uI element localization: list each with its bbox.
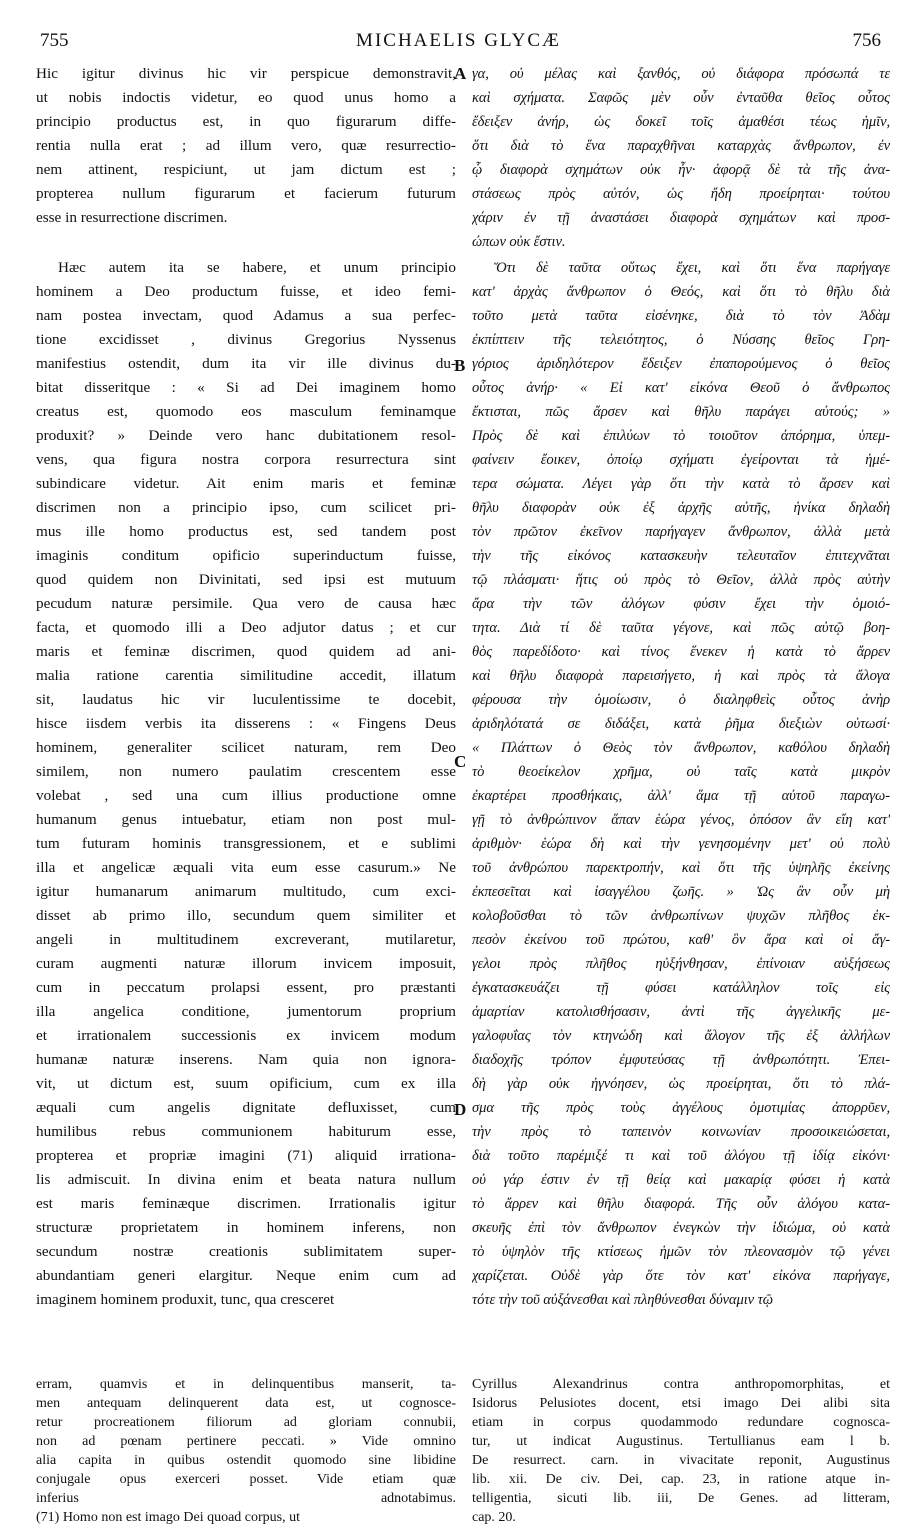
text-line: De resurrect. carn. in vivacitate reponit, Augustinus — [472, 1453, 890, 1468]
text-line: ἀριθμὸν· ἑώρα δὴ καὶ τὴν γενησομένην μετ' οὐ πολὺ — [472, 836, 890, 852]
footnote-right-text — [472, 1375, 890, 1527]
latin-paragraph-1 — [36, 62, 456, 230]
text-line: κολοβοῦσθαι τὸ τῶν ἀνθρωπίνων ψυχῶν πλῆθος ἐκ- — [472, 908, 890, 924]
latin-column-continued — [36, 256, 456, 1312]
text-line: τοῦ ἀνθρώπου παρεκτροπήν, καὶ ὅτι τῆς ὑψηλῆς ἐκείνης — [472, 860, 890, 876]
greek-column-continued — [472, 256, 890, 1312]
text-line: nem attinent, respiciunt, ut jam dictum est ; — [36, 161, 456, 178]
text-line: γῇ τὸ ἀνθρώπινον ἅπαν ἑώρα γένος, ὀπόσον ἂν εἴη κατ' — [472, 812, 890, 828]
text-line: angeli in multitudinem excreverant, mutilaretur, — [36, 931, 456, 948]
text-line: τὸ θεοείκελον χρῆμα, οὐ ταῖς κατὰ μικρὸν — [472, 764, 890, 780]
text-line: καὶ σχήματα. Σαφῶς μὲν οὖν ἐνταῦθα θεῖος οὗτος — [472, 90, 890, 106]
footnote-left-text — [36, 1375, 456, 1527]
text-line: discrimen non a principio ipso, cum scilicet pri- — [36, 499, 456, 516]
right-page-number: 756 — [852, 30, 881, 51]
footnote-right — [472, 1375, 890, 1527]
text-line: subindicare videtur. Ait enim maris et feminæ — [36, 475, 456, 492]
greek-column — [472, 62, 890, 254]
text-line: produxit? » Deinde vero hanc dubitationem resol- — [36, 427, 456, 444]
text-line: alia capita in quibus ostendit quomodo sine libidine — [36, 1453, 456, 1468]
text-line: curam augmenti naturæ illorum invicem imposuit, — [36, 955, 456, 972]
latin-column — [36, 62, 456, 230]
text-line: Ὅτι δὲ ταῦτα οὕτως ἔχει, καὶ ὅτι ἕνα παρήγαγε — [494, 260, 890, 276]
text-line: facta, et quomodo illi a Deo adjutor datus ; et cur — [36, 619, 456, 636]
text-line: Πρὸς δὲ καὶ ἐπιλύων τὸ τοιοῦτον ἀπόρημα, ὑπεμ- — [472, 428, 890, 444]
text-line: Isidorus Pelusiotes docent, etsi imago Dei alibi sita — [472, 1396, 890, 1411]
text-line: abundantiam generi elargitur. Neque enim cum ad — [36, 1267, 456, 1284]
text-line: καὶ θῆλυ διαφορὰ παρεισήγετο, ἡ καὶ πρὸς τὰ ἄλογα — [472, 668, 890, 684]
text-line: nam postea invectam, quod Adamus a sua perfec- — [36, 307, 456, 324]
text-line: κατ' ἀρχὰς ἄνθρωπον ὁ Θεός, καὶ ὅτι τὸ θῆλυ διὰ — [472, 284, 890, 300]
text-line: τὴν πρὸς τὸ ταπεινὸν κοινωνίαν προσοικειώσεται, — [472, 1124, 890, 1140]
text-line: Hic igitur divinus hic vir perspicue demonstravit, — [36, 65, 456, 82]
text-line: ut nobis indoctis videtur, eo quod unus homo a — [36, 89, 456, 106]
text-line: ἐκπεσεῖται καὶ ἰσαγγέλου ζωῆς. » Ὡς ἂν οὖν μὴ — [472, 884, 890, 900]
text-line: sit, laudatus hic vir luculentissime te docebit, — [36, 691, 456, 708]
text-line: imaginem hominem produxit, tunc, qua cresceret — [36, 1291, 335, 1308]
latin-paragraph-2 — [36, 256, 456, 1312]
text-line: etiam in corpus quodammodo redundare cognosca- — [472, 1415, 890, 1430]
text-line: malia ratione carentia similitudine accedit, illatum — [36, 667, 456, 684]
text-line: γα, οὐ μέλας καὶ ξανθός, οὐ διάφορα πρόσωπά τε — [472, 66, 890, 82]
text-line: pecudum naturæ persimile. Qua vero de causa hæc — [36, 595, 456, 612]
text-line: imaginis conditum opificio superinductum fuisse, — [36, 547, 456, 564]
text-line: tur, ut indicat Augustinus. Tertullianus eam l b. — [472, 1434, 890, 1449]
text-line: secundum nostræ creationis sublimitatem super- — [36, 1243, 456, 1260]
text-line: rentia nulla erat ; ad illum vero, quæ resurrectio- — [36, 137, 456, 154]
text-line: non ad pœnam pertinere peccati. » Vide omnino — [36, 1434, 456, 1449]
text-line: mus ille homo productus est, sed tandem post — [36, 523, 456, 540]
text-line: inferius adnotabimus. — [36, 1491, 456, 1506]
text-line: φέρουσα τὴν ὁμοίωσιν, ὁ διαληφθεὶς οὗτος ἀνὴρ — [472, 692, 890, 708]
text-line: ἄρα τὴν τῶν ἀλόγων φύσιν ἔχει τὴν ὁμοιό- — [472, 596, 890, 612]
text-line: τὸ ὑψηλὸν τῆς κτίσεως ἡμῶν τὸν πλεονασμὸν τῷ γένει — [472, 1244, 890, 1260]
text-line: σκευῆς ἐπὶ τὸν ἄνθρωπον ἐνεγκὼν τὴν ἰδιώμα, οὐ κατὰ — [472, 1220, 890, 1236]
text-line: ἔδειξεν ἀνήρ, ὡς δοκεῖ τοῖς ἀμαθέσι τέως ἡμῖν, — [472, 114, 890, 130]
text-line: ᾧ διαφορὰ σχημάτων οὐκ ἦν· ἀφορᾷ δὲ τὰ τῆς ἀνα- — [472, 162, 890, 178]
text-line: lis admiscuit. In divina enim et beata natura nullum — [36, 1171, 456, 1188]
text-line: ἐγκατασκευάζει τῇ φύσει κατάλληλον τοῖς εἰς — [472, 980, 890, 996]
text-line: διὰ τοῦτο παρέμιξέ τι καὶ τοῦ ἀλόγου τῇ ἰδίᾳ εἰκόνι· — [472, 1148, 890, 1164]
text-line: cap. 20. — [472, 1510, 516, 1525]
text-line: principio productus est, in quo figurarum diffe- — [36, 113, 456, 130]
text-line: tum futuram hominis transgressionem, et e sublimi — [36, 835, 456, 852]
text-line: δὴ γὰρ οὐκ ἠγνόησεν, ὡς προείρηται, ὅτι τὸ πλά- — [472, 1076, 890, 1092]
text-line: conjugale opus exerceri posset. Vide etiam quæ — [36, 1472, 456, 1487]
text-line: quod quidem non Divinitati, sed ipsi est mutuum — [36, 571, 456, 588]
footnote-left — [36, 1375, 456, 1527]
text-line: (71) Homo non est imago Dei quoad corpus, ut — [36, 1510, 301, 1525]
text-line: Hæc autem ita se habere, et unum principio — [58, 259, 456, 276]
column-marker-a: A — [454, 64, 467, 83]
text-line: χαρίζεται. Οὐδὲ γὰρ ὅτε τὸν κατ' εἰκόνα παρήγαγε, — [472, 1268, 890, 1284]
text-line: creatus est, quomodo eos masculum feminamque — [36, 403, 456, 420]
text-line: esse in resurrectione discrimen. — [36, 209, 228, 226]
text-line: στάσεως πρὸς αὐτόν, ὡς ἤδη προείρηται· τούτου — [472, 186, 890, 202]
text-line: γελοι πρὸς πλῆθος ηὐξήνθησαν, ἐπίνοιαν αὐξήσεως — [472, 956, 890, 972]
text-line: ἐκπίπτειν τῆς τελειότητος, ὁ Νύσσης θεῖος Γρη- — [472, 332, 890, 348]
text-line: volebat , sed una cum illius productione omne — [36, 787, 456, 804]
greek-paragraph-1 — [472, 62, 890, 254]
text-line: lib. xii. De civ. Dei, cap. 23, in ratione atque in- — [472, 1472, 890, 1487]
text-line: tione excidisset , divinus Gregorius Nyssenus — [36, 331, 456, 348]
text-line: οὗτος ἀνήρ· « Εἰ κατ' εἰκόνα Θεοῦ ὁ ἄνθρωπος — [472, 380, 890, 396]
text-line: disset ab primo illo, secundum quem similiter et — [36, 907, 456, 924]
text-line: ἐκαρτέρει προσθήκαις, ἀλλ' ἅμα τῇ αὐτοῦ παραγω- — [472, 788, 890, 804]
text-line: « Πλάττων ὁ Θεὸς τὸν ἄνθρωπον, καθόλου δηλαδὴ — [472, 740, 890, 756]
text-line: vit, ut dictum est, suum opificium, cum ex illa — [36, 1075, 456, 1092]
text-line: πεσὸν ἐκείνου τοῦ πρώτου, καθ' ὃν ἄρα καὶ οἱ ἄγ- — [472, 932, 890, 948]
left-page-number: 755 — [40, 30, 69, 51]
text-line: τότε τὴν τοῦ αὐξάνεσθαι καὶ πληθύνεσθαι δύναμιν τῷ — [472, 1292, 773, 1308]
column-marker-b: B — [454, 356, 466, 375]
text-line: illa et angelicæ æquali vita eum esse casurum.» Ne — [36, 859, 456, 876]
text-line: structuræ proprietatem in hominem inferens, non — [36, 1219, 456, 1236]
text-line: propterea nullum figurarum et facierum futurum — [36, 185, 456, 202]
text-line: æquali cum angelis dignitate defluxisset, cum — [36, 1099, 456, 1116]
text-line: est maris feminæque discrimen. Irrationalis igitur — [36, 1195, 456, 1212]
text-line: bitat disseritque : « Si ad Dei imaginem homo — [36, 379, 456, 396]
text-line: τὸ ἄρρεν καὶ θῆλυ διαφορά. Τῆς οὖν ἀλόγου κατα- — [472, 1196, 890, 1212]
text-line: vens, qua figura nostra corpora resurrectura sint — [36, 451, 456, 468]
text-line: Cyrillus Alexandrinus contra anthropomorphitas, et — [472, 1377, 890, 1392]
text-line: illa angelica conditione, jumentorum proprium — [36, 1003, 456, 1020]
text-line: manifestius ostendit, dum ita vir ille divinus du- — [36, 355, 456, 372]
text-line: telligentia, sicuti lib. iii, De Genes. ad litteram, — [472, 1491, 890, 1506]
text-line: ἀριδηλότατά σε διδάξει, κατὰ ῥῆμα διεξιὼν οὑτωσί· — [472, 716, 890, 732]
text-line: ἁμαρτίαν κατολισθήσασιν, ἀντὶ τῆς ἀγγελικῆς με- — [472, 1004, 890, 1020]
column-marker-d: D — [454, 1100, 467, 1119]
text-line: cum in peccatum prolapsi essent, pro præstanti — [36, 979, 456, 996]
text-line: humanum genus intuebatur, etiam non post mul- — [36, 811, 456, 828]
text-line: γαλοφυΐας τὸν κτηνώδη καὶ ἄλογον τῆς ἐξ ἀλλήλων — [472, 1028, 890, 1044]
text-line: hominem a Deo productum fuisse, et ideo femi- — [36, 283, 456, 300]
text-line: οὐ γάρ ἐστιν ἐν τῇ θείᾳ καὶ μακαρίᾳ φύσει ἡ κατὰ — [472, 1172, 890, 1188]
text-line: igitur humanarum animarum multitudo, cum exci- — [36, 883, 456, 900]
text-line: ὅτι διὰ τὸ ἕνα παραχθῆναι καταρχὰς ἄνθρωπον, ἐν — [472, 138, 890, 154]
text-line: θὸς παρεδίδοτο· καὶ τίνος ἕνεκεν ἡ κατὰ τὸ ἄρρεν — [472, 644, 890, 660]
text-line: φαίνειν ἔοικεν, ὁποίῳ σχήματι ἐγείρονται τὰ ἡμέ- — [472, 452, 890, 468]
running-title: MICHAELIS GLYCÆ — [356, 30, 561, 51]
text-line: τὴν τῆς εἰκόνος κατασκευὴν τελευταῖον ἐπιτεχνᾶται — [472, 548, 890, 564]
text-line: retur procreationem filiorum ad gloriam connubii, — [36, 1415, 456, 1430]
text-line: erram, quamvis et in delinquentibus manserit, ta- — [36, 1377, 456, 1392]
text-line: hisce iisdem verbis ita disserens : « Fingens Deus — [36, 715, 456, 732]
text-line: τητα. Διὰ τί δὲ ταῦτα γέγονε, καὶ πῶς αὐτῷ βοη- — [472, 620, 890, 636]
text-line: χάριν ἐν τῇ ἀναστάσει διαφορὰ σχημάτων καὶ προσ- — [472, 210, 890, 226]
text-line: hominem, generaliter scilicet naturam, rem Deo — [36, 739, 456, 756]
text-line: men antequam delinquerent data est, ut cognosce- — [36, 1396, 456, 1411]
text-line: similem, non numero paulatim crescentem esse — [36, 763, 456, 780]
text-line: humanæ naturæ inserens. Nam quia non ignora- — [36, 1051, 456, 1068]
greek-paragraph-2 — [472, 256, 890, 1312]
column-marker-c: C — [454, 752, 467, 771]
page-header — [0, 30, 917, 60]
text-line: τερα σώματα. Λέγει γὰρ ὅτι τὴν κατὰ τὸ ἄρσεν καὶ — [472, 476, 890, 492]
text-line: propterea et propriæ imagini (71) aliquid irrationa- — [36, 1147, 456, 1164]
text-line: γόριος ἀριδηλότερον ἔδειξεν ἐπαπορούμενος ὁ θεῖος — [472, 356, 890, 372]
text-line: ώπων οὐκ ἔστιν. — [472, 234, 566, 250]
text-line: τοῦτο μετὰ ταῦτα εἰσένηκε, διὰ τὸ τὸν Ἀδὰμ — [472, 308, 890, 324]
text-line: θῆλυ διαφορὰν οὐκ ἐξ ἀρχῆς αὐτῆς, ἡνίκα δηλαδὴ — [472, 500, 890, 516]
text-line: et irrationalem successionis ex invicem modum — [36, 1027, 456, 1044]
text-line: διαδοχῆς τρόπον ἐμφυτεύσας τῇ ἀνθρωπότητι. Ἐπει- — [472, 1052, 890, 1068]
text-line: maris et feminæ discrimen, quod quidem ad ani- — [36, 643, 456, 660]
text-line: σμα τῆς πρὸς τοὺς ἀγγέλους ὁμοτιμίας ἀπορρῦεν, — [472, 1100, 890, 1116]
text-line: humilibus rebus communionem habiturum esse, — [36, 1123, 456, 1140]
text-line: τὸν πρῶτον ἐκεῖνον παρήγαγεν ἄνθρωπον, ἀλλὰ μετὰ — [472, 524, 890, 540]
text-line: ἔκτισται, πῶς ἄρσεν καὶ θῆλυ παράγει αὐτούς; » — [472, 404, 890, 420]
text-line: τῷ πλάσματι· ἥτις οὐ πρὸς τὸ Θεῖον, ἀλλὰ πρὸς αὐτὴν — [472, 572, 890, 588]
